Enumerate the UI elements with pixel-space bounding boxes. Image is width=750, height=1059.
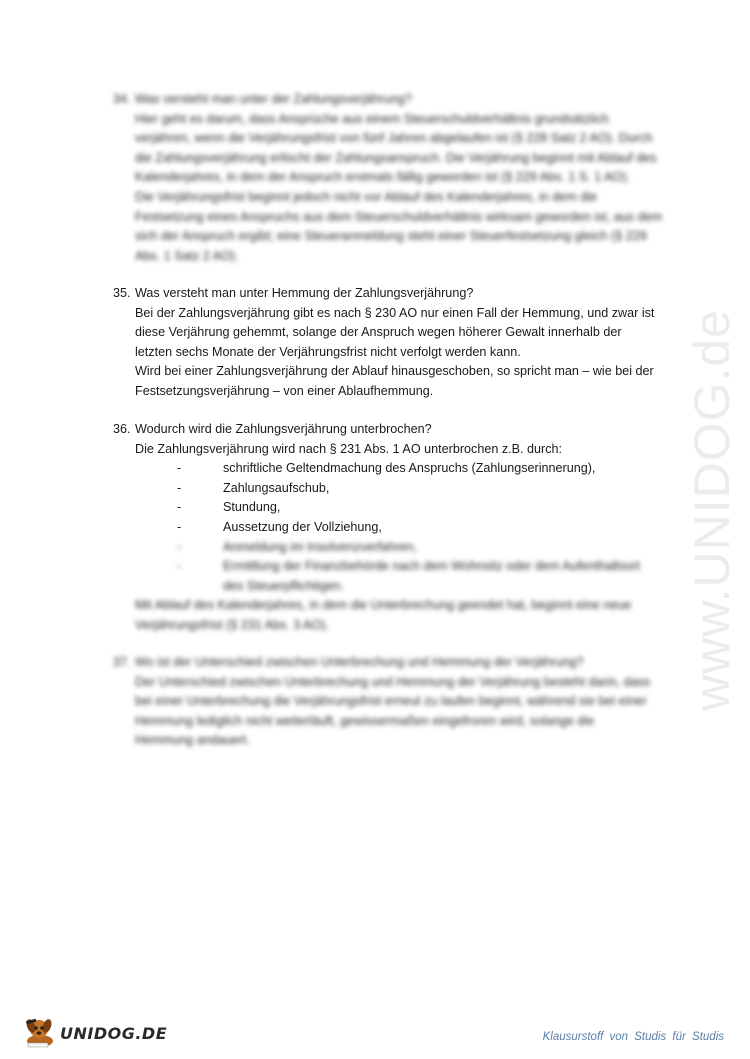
footer-tagline: Klausurstoff von Studis für Studis bbox=[542, 1031, 724, 1043]
list-item-text: Anmeldung im Insolvenzverfahren, bbox=[223, 539, 417, 554]
list-item bbox=[135, 498, 673, 518]
dash-bullet: - bbox=[177, 519, 182, 534]
answer-line: letzten sechs Monate der Verjährungsfrist nicht verfolgt werden kann. bbox=[135, 344, 521, 359]
answer-line: Festsetzungsverjährung – von einer Ablaufhemmung. bbox=[135, 383, 434, 398]
answer-line: Hemmung andauert. bbox=[135, 733, 250, 748]
answer-line: bei einer Unterbrechung die Verjährungsfrist erneut zu laufen beginnt, während sie bei einer bbox=[135, 694, 647, 709]
question-35 bbox=[113, 284, 673, 402]
answer-line: Hemmung lediglich nicht weiterläuft, gewissermaßen eingefroren wird, solange die bbox=[135, 713, 595, 728]
answer-line: Hier geht es darum, dass Ansprüche aus einem Steuerschuldverhältnis grundsätzlich bbox=[135, 111, 609, 126]
question-number: 36. bbox=[113, 422, 131, 436]
list-item bbox=[135, 459, 673, 479]
answer-line: Abs. 1 Satz 2 AO). bbox=[135, 248, 239, 263]
dash-bullet: - bbox=[177, 480, 182, 495]
list-item bbox=[135, 538, 673, 558]
question-title: Was versteht man unter Hemmung der Zahlungsverjährung? bbox=[135, 286, 474, 300]
question-number: 35. bbox=[113, 286, 131, 300]
question-number: 37. bbox=[113, 655, 131, 669]
list-item-text: Zahlungsaufschub, bbox=[223, 480, 330, 495]
list-item bbox=[135, 518, 673, 538]
answer-outro: Mit Ablauf des Kalenderjahres, in dem die Unterbrechung geendet hat, beginnt eine neue bbox=[135, 598, 632, 613]
answer-line: Kalenderjahres, in dem der Anspruch erstmals fällig geworden ist (§ 229 Abs. 1 S. 1 AO). bbox=[135, 170, 630, 185]
dash-bullet: - bbox=[177, 500, 182, 515]
question-title: Was versteht man unter der Zahlungsverjährung? bbox=[135, 92, 412, 106]
question-title: Wodurch wird die Zahlungsverjährung unterbrochen? bbox=[135, 422, 432, 436]
question-37 bbox=[113, 653, 673, 751]
answer-line: diese Verjährung gehemmt, solange der Anspruch wegen höherer Gewalt innerhalb der bbox=[135, 325, 622, 340]
answer-line: sich der Anspruch ergibt; eine Steueranmeldung steht einer Steuerfestsetzung gleich (§ 229 bbox=[135, 229, 647, 244]
answer-line: die Zahlungsverjährung erlischt der Zahlungsanspruch. Die Verjährung beginnt mit Ablauf des bbox=[135, 150, 657, 165]
interruption-list bbox=[135, 459, 673, 596]
list-item-text: Aussetzung der Vollziehung, bbox=[223, 519, 382, 534]
dash-bullet: - bbox=[177, 559, 182, 574]
list-item-text: Stundung, bbox=[223, 500, 281, 515]
question-number: 34. bbox=[113, 92, 131, 106]
list-item-text: Ermittlung der Finanzbehörde nach dem Wohnsitz oder dem Aufenthaltsort bbox=[223, 559, 640, 574]
list-item bbox=[135, 479, 673, 499]
question-34 bbox=[113, 90, 673, 266]
dog-mascot-icon bbox=[22, 1014, 58, 1050]
question-title: Wo ist der Unterschied zwischen Unterbrechung und Hemmung der Verjährung? bbox=[135, 655, 584, 669]
logo-text: UNIDOG.DE bbox=[60, 1024, 168, 1043]
answer-line: Bei der Zahlungsverjährung gibt es nach § 230 AO nur einen Fall der Hemmung, und zwar ist bbox=[135, 305, 655, 320]
footer-logo[interactable] bbox=[22, 1010, 167, 1050]
answer-line: Festsetzung eines Anspruchs aus dem Steuerschuldverhältnis wirksam geworden ist, aus dem bbox=[135, 209, 663, 224]
answer-outro: Verjährungsfrist (§ 231 Abs. 3 AO). bbox=[135, 617, 329, 632]
list-item bbox=[135, 557, 673, 596]
dash-bullet: - bbox=[177, 539, 182, 554]
answer-line: Die Verjährungsfrist beginnt jedoch nicht vor Ablauf des Kalenderjahres, in dem die bbox=[135, 189, 598, 204]
answer-intro: Die Zahlungsverjährung wird nach § 231 Abs. 1 AO unterbrochen z.B. durch: bbox=[135, 441, 563, 456]
list-item-text: des Steuerpflichtigen. bbox=[223, 578, 345, 593]
dash-bullet: - bbox=[177, 461, 182, 476]
answer-line: Der Unterschied zwischen Unterbrechung und Hemmung der Verjährung besteht darin, dass bbox=[135, 674, 651, 689]
question-36 bbox=[113, 420, 673, 636]
list-item-text: schriftliche Geltendmachung des Anspruchs (Zahlungserinnerung), bbox=[223, 461, 596, 476]
watermark: www.UNIDOG.de bbox=[684, 309, 740, 711]
answer-line: verjähren, wenn die Verjährungsfrist von fünf Jahren abgelaufen ist (§ 228 Satz 2 AO). Durch bbox=[135, 131, 653, 146]
answer-line: Wird bei einer Zahlungsverjährung der Ablauf hinausgeschoben, so spricht man – wie bei der bbox=[135, 364, 654, 379]
